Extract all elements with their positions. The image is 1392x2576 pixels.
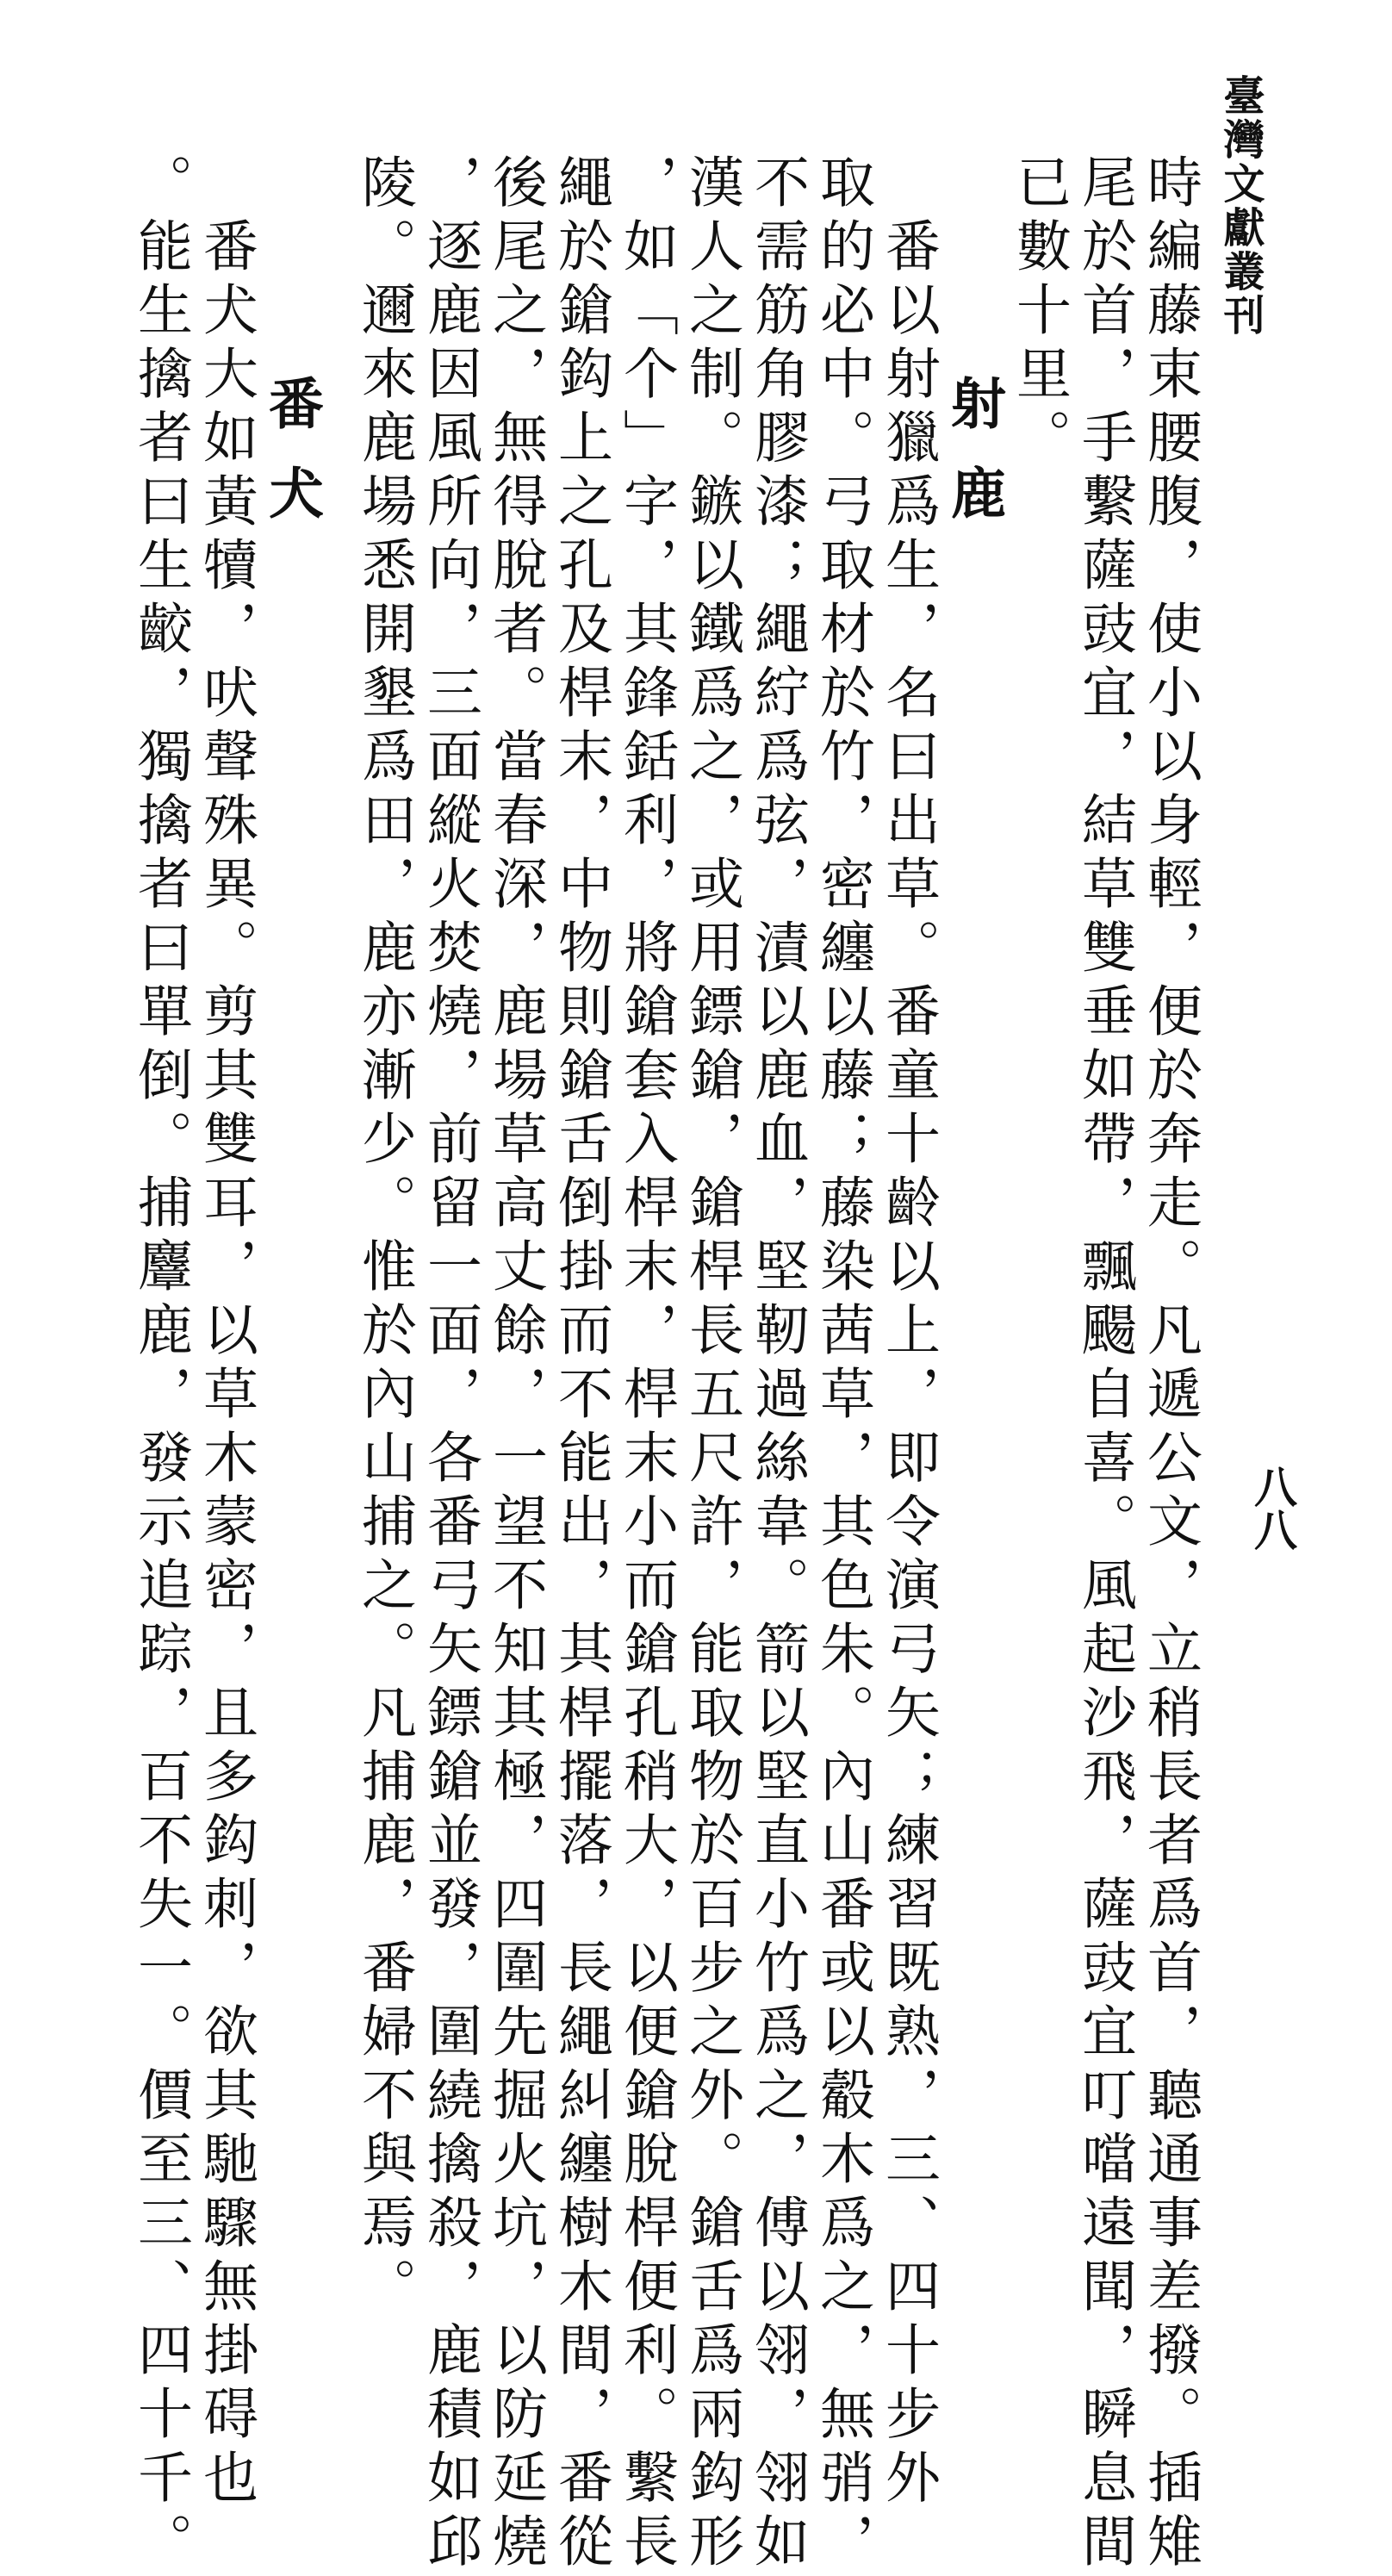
text-column: 不需筋角膠漆；繩紵爲弦，漬以鹿血，堅靭過絲韋。箭以堅直小竹爲之，傅以翎，翎如 [745, 153, 809, 2576]
text-column: ，如「个」字，其鋒銛利，將鎗套入桿末，桿末小而鎗孔稍大，以便鎗脫桿便利。繫長 [614, 153, 678, 2576]
text-column: ，逐鹿因風所向，三面縱火焚燒，前留一面，各番弓矢鏢鎗並發，圍繞擒殺，鹿積如邱 [418, 153, 482, 2576]
text-column: 陵。邇來鹿場悉開墾爲田，鹿亦漸少。惟於內山捕之。凡捕鹿，番婦不與焉。 [352, 153, 416, 2321]
text-column: 取的必中。弓取材於竹，密纏以藤；藤染茜草，其色朱。內山番或以觳木爲之，無弰， [811, 153, 874, 2576]
text-column: 繩於鎗鈎上之孔及桿末，中物則鎗舌倒掛而不能出，其桿擺落，長繩糾纏樹木間，番從 [549, 153, 612, 2576]
section-heading-shooting-deer: 射鹿 [941, 375, 1006, 554]
section-heading-native-dogs: 番犬 [259, 375, 324, 554]
book-title-header: 臺灣文獻叢刊 [1216, 74, 1265, 338]
text-column: 番以射獵爲生，名曰出草。番童十齡以上，即令演弓矢；練習既熟，三、四十步外 [876, 153, 940, 2512]
page-number: 八八 [1247, 1465, 1298, 1551]
text-column: 時編藤束腰腹，使小以身輕，便於奔走。凡遞公文，立稍長者爲首，聽通事差撥。插雉 [1138, 153, 1202, 2576]
text-column: 尾於首，手繫薩豉宜，結草雙垂如帶，飄颺自喜。風起沙飛，薩豉宜叮噹遠聞，瞬息間 [1072, 153, 1136, 2576]
text-column: 。能生擒者曰生齩，獨擒者曰單倒。捕麞鹿，發示追踪，百不失一。價至三、四十千。 [128, 153, 192, 2576]
text-column: 後尾之，無得脫者。當春深，鹿場草高丈餘，一望不知其極，四圍先掘火坑，以防延燒 [483, 153, 547, 2576]
text-column: 漢人之制。鏃以鐵爲之，或用鏢鎗，鎗桿長五尺許，能取物於百步之外。鎗舌爲兩鈎形 [680, 153, 743, 2576]
text-column: 已數十里。 [1007, 153, 1071, 472]
text-column: 番犬大如黃犢，吠聲殊異。剪其雙耳，以草木蒙密，且多鈎刺，欲其馳驟無掛碍也 [194, 153, 258, 2512]
